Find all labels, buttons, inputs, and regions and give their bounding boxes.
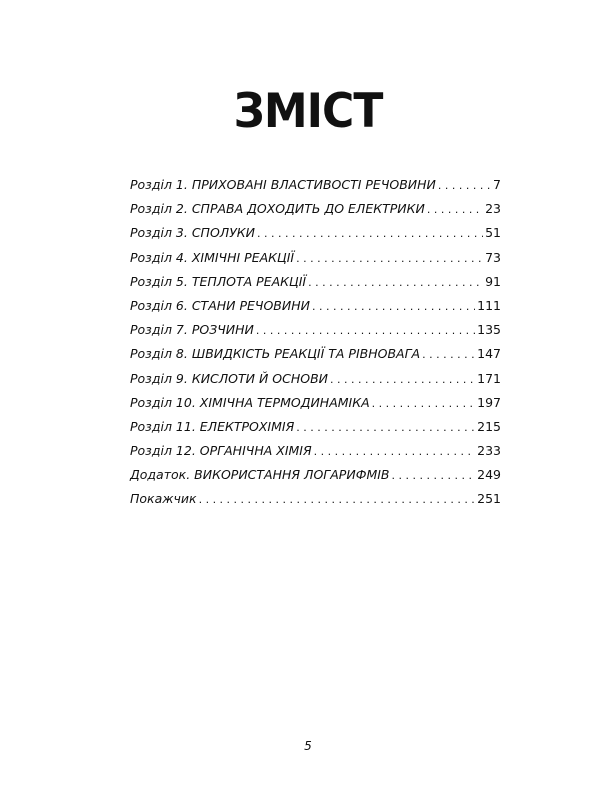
- table-of-contents: [130, 173, 501, 512]
- toc-entry-title: ПРИХОВАНІ ВЛАСТИВОСТІ РЕЧОВИНИ: [191, 177, 436, 192]
- toc-entry-9[interactable]: [130, 367, 501, 391]
- toc-page-number: 51: [485, 225, 501, 241]
- toc-entry-title: ЕЛЕКТРОХІМІЯ: [199, 418, 295, 434]
- toc-entry-8[interactable]: [130, 342, 501, 366]
- page-title: ЗМІСТ: [233, 83, 383, 139]
- toc-entry-title: СПРАВА ДОХОДИТЬ ДО ЕЛЕКТРИКИ: [191, 201, 425, 217]
- toc-section-label: Розділ 3.: [130, 225, 188, 241]
- toc-entry-title: ХІМІЧНІ РЕАКЦІЇ: [191, 249, 295, 265]
- toc-section-label: Розділ 1.: [130, 177, 188, 192]
- toc-entry-10[interactable]: [130, 391, 501, 415]
- toc-entry-3[interactable]: [130, 221, 501, 245]
- toc-leader-dots: [257, 222, 483, 246]
- toc-entry-title: СТАНИ РЕЧОВИНИ: [191, 297, 310, 313]
- toc-entry-title: ВИКОРИСТАННЯ ЛОГАРИФМІВ: [194, 467, 390, 483]
- toc-page-number: 233: [477, 443, 501, 459]
- toc-leader-dots: [427, 198, 483, 222]
- toc-leader-dots: [438, 174, 491, 198]
- toc-leader-dots: [330, 368, 475, 392]
- toc-section-label: Розділ 9.: [130, 370, 188, 386]
- page-number: 5: [304, 739, 312, 753]
- toc-section-label: Розділ 11.: [130, 418, 196, 434]
- toc-page-number: 91: [485, 273, 501, 289]
- toc-entry-12[interactable]: [130, 439, 501, 463]
- toc-entry-title: КИСЛОТИ Й ОСНОВИ: [191, 370, 329, 386]
- toc-leader-dots: [256, 319, 475, 343]
- toc-entry-title: РОЗЧИНИ: [191, 322, 254, 338]
- toc-page-number: 7: [493, 177, 501, 192]
- toc-entry-appendix[interactable]: [130, 463, 501, 487]
- toc-entry-title: ШВИДКІСТЬ РЕАКЦІЇ ТА РІВНОВАГА: [191, 346, 421, 362]
- toc-entry-index[interactable]: [130, 487, 501, 511]
- toc-section-label: Розділ 10.: [130, 394, 196, 410]
- toc-section-label: Розділ 4.: [130, 249, 188, 265]
- toc-page-number: 135: [477, 322, 501, 338]
- toc-entry-5[interactable]: [130, 270, 501, 294]
- toc-leader-dots: [199, 488, 476, 512]
- toc-page-number: 249: [477, 467, 501, 483]
- toc-page-number: 251: [477, 491, 501, 507]
- toc-entry-4[interactable]: [130, 246, 501, 270]
- toc-entry-2[interactable]: [130, 197, 501, 221]
- toc-leader-dots: [314, 440, 475, 464]
- toc-leader-dots: [422, 343, 475, 367]
- toc-page-number: 215: [477, 418, 501, 434]
- toc-entry-11[interactable]: [130, 415, 501, 439]
- toc-entry-title: ХІМІЧНА ТЕРМОДИНАМІКА: [199, 394, 370, 410]
- toc-page-number: 111: [477, 297, 501, 313]
- toc-section-label: Розділ 2.: [130, 201, 188, 217]
- toc-entry-title: СПОЛУКИ: [191, 225, 256, 241]
- toc-page-number: 197: [477, 394, 501, 410]
- toc-section-label: Покажчик: [130, 491, 197, 507]
- toc-entry-title: ОРГАНІЧНА ХІМІЯ: [199, 443, 312, 459]
- toc-entry-7[interactable]: [130, 318, 501, 342]
- toc-leader-dots: [312, 295, 475, 319]
- toc-entry-title: ТЕПЛОТА РЕАКЦІЇ: [191, 273, 307, 289]
- toc-leader-dots: [308, 271, 483, 295]
- toc-section-label: Розділ 7.: [130, 322, 188, 338]
- toc-leader-dots: [392, 464, 476, 488]
- toc-leader-dots: [296, 247, 483, 271]
- toc-leader-dots: [296, 416, 475, 440]
- toc-page-number: 73: [485, 249, 501, 265]
- toc-page-number: 23: [485, 201, 501, 217]
- toc-page-number: 171: [477, 370, 501, 386]
- toc-entry-1[interactable]: [130, 173, 501, 197]
- toc-section-label: Додаток.: [130, 467, 191, 483]
- toc-section-label: Розділ 12.: [130, 443, 196, 459]
- toc-section-label: Розділ 6.: [130, 297, 188, 313]
- toc-section-label: Розділ 8.: [130, 346, 188, 362]
- toc-section-label: Розділ 5.: [130, 273, 188, 289]
- toc-page-number: 147: [477, 346, 501, 362]
- toc-entry-6[interactable]: [130, 294, 501, 318]
- toc-leader-dots: [372, 392, 475, 416]
